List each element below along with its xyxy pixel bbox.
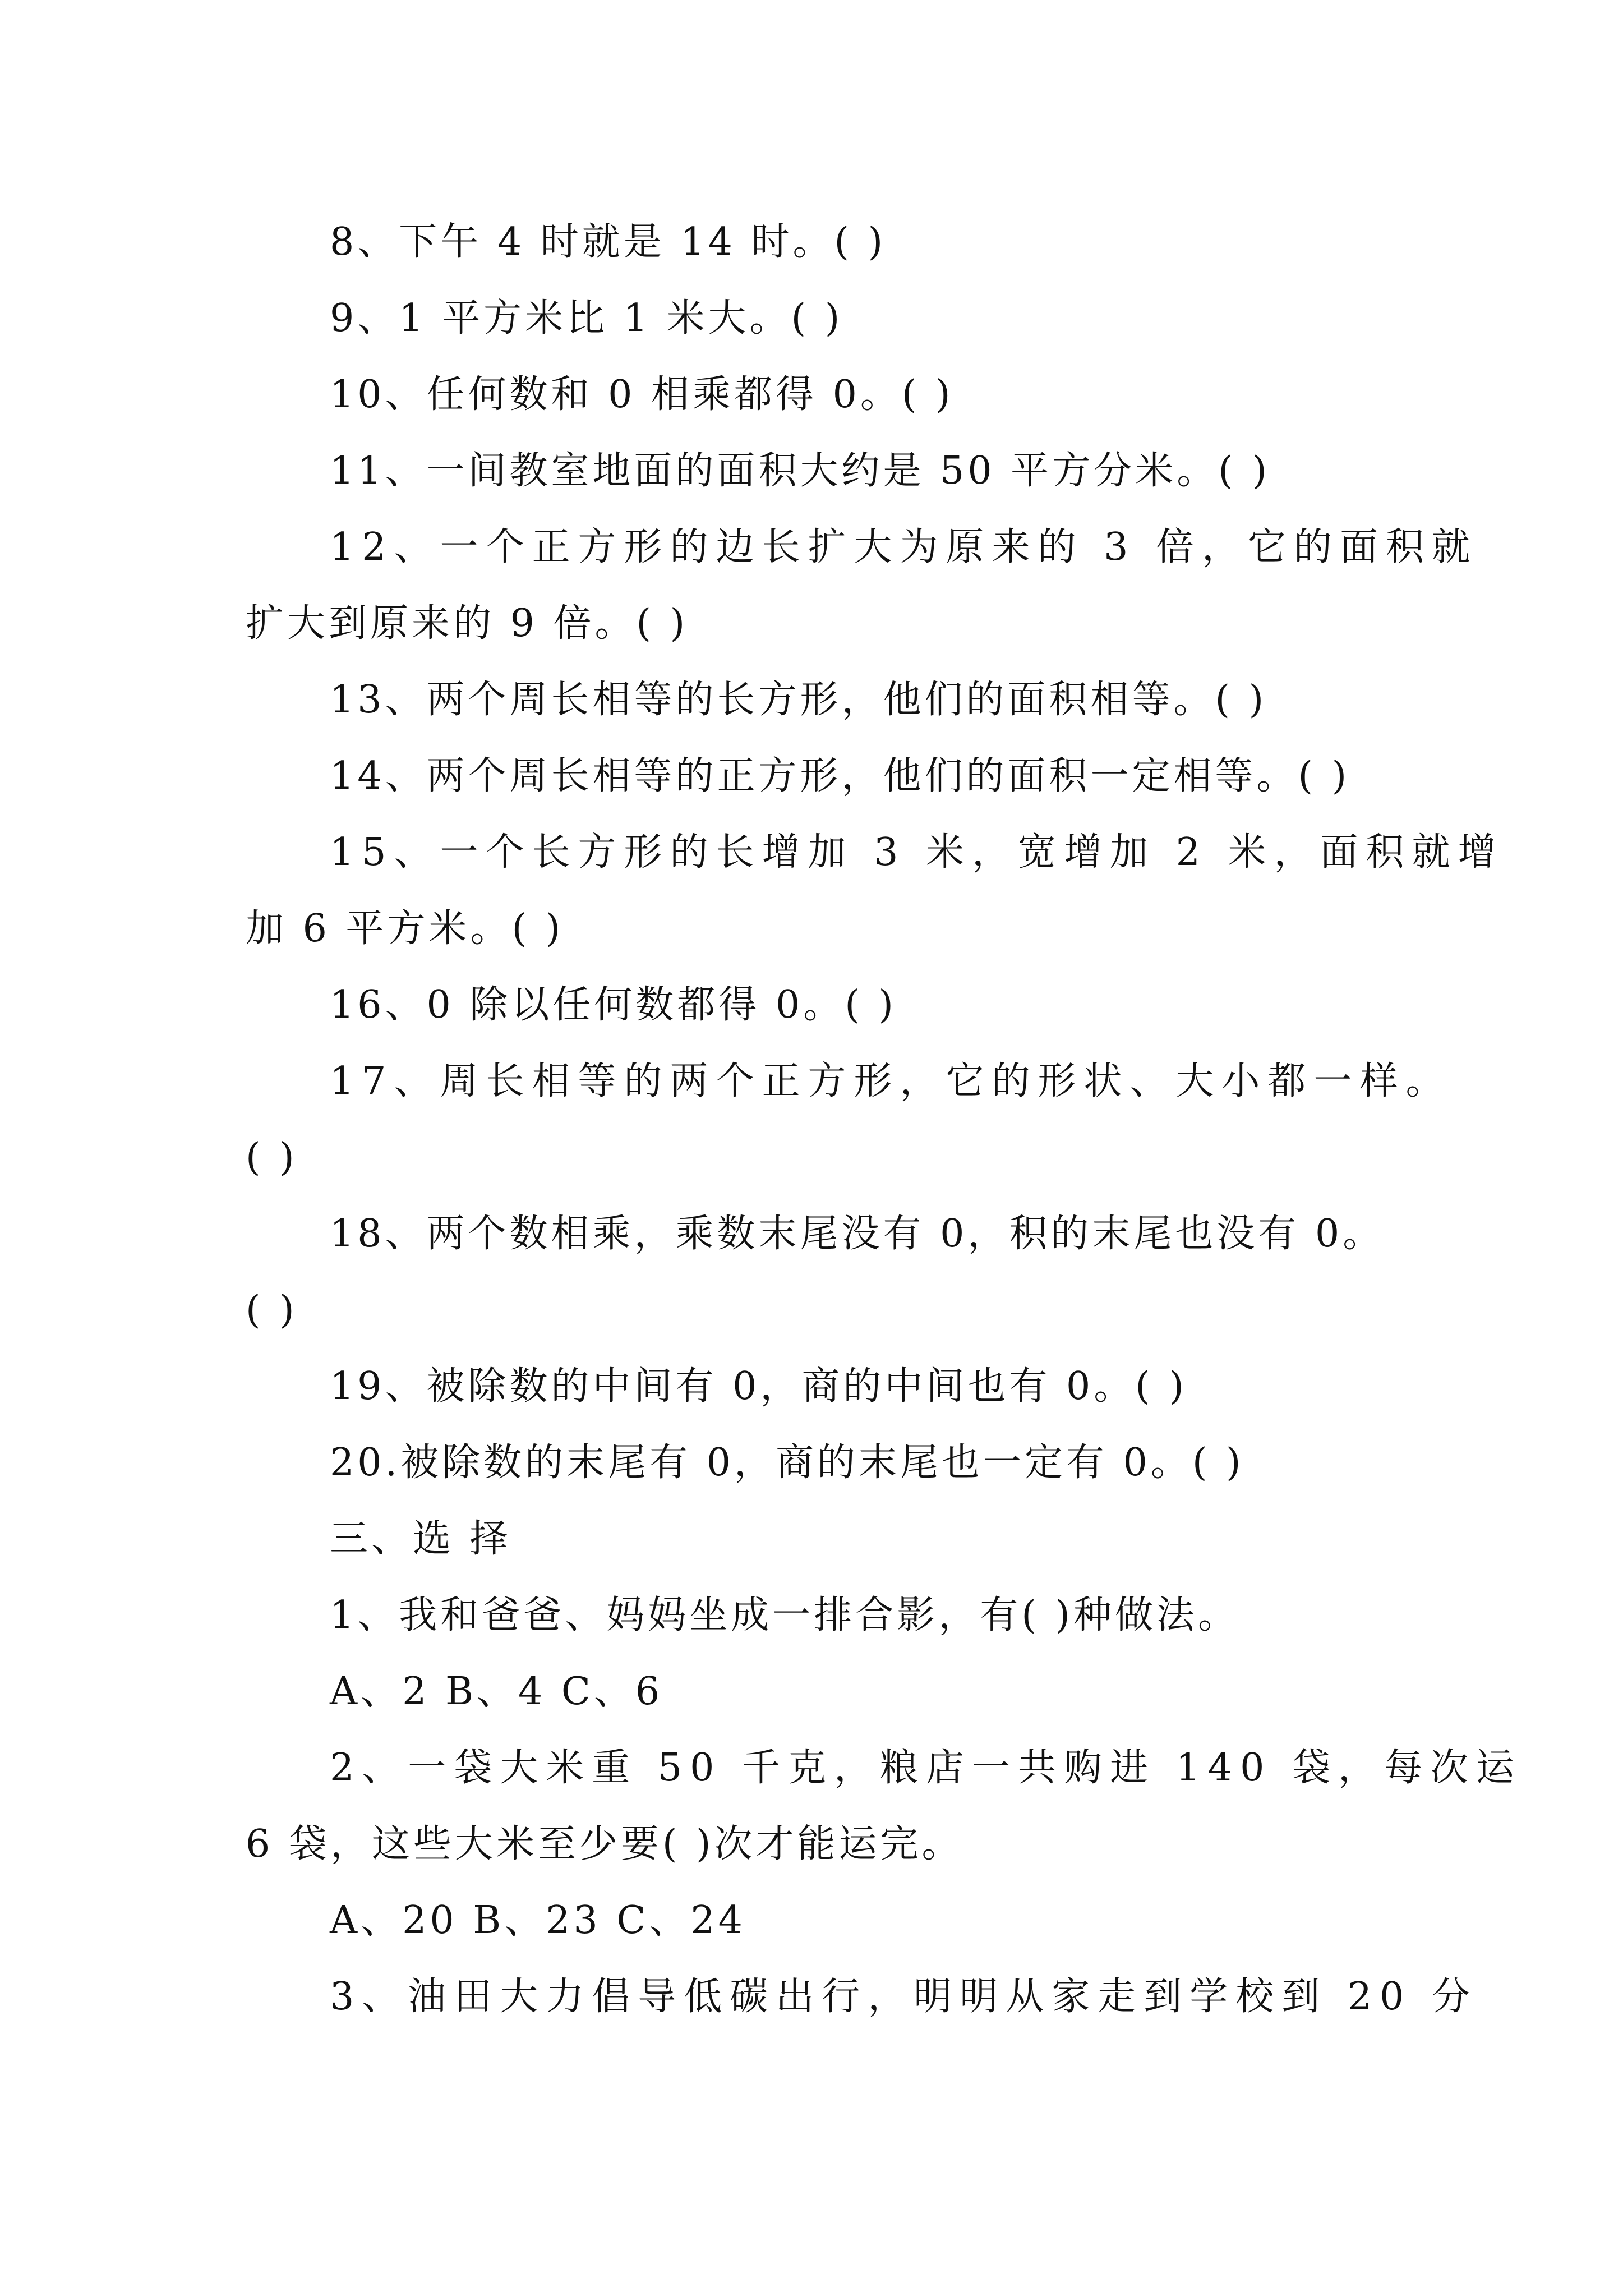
judgment-item-13: 13、两个周长相等的长方形，他们的面积相等。( ) bbox=[330, 678, 1267, 722]
judgment-item-17-cont: ( ) bbox=[246, 1135, 298, 1180]
judgment-item-16: 16、0 除以任何数都得 0。( ) bbox=[330, 983, 897, 1027]
choice-item-2-cont: 6 袋，这些大米至少要( )次才能运完。 bbox=[246, 1822, 963, 1866]
choice-item-2: 2、一袋大米重 50 千克，粮店一共购进 140 袋，每次运 bbox=[330, 1746, 1523, 1790]
judgment-item-14: 14、两个周长相等的正方形，他们的面积一定相等。( ) bbox=[330, 754, 1350, 798]
judgment-item-18-cont: ( ) bbox=[246, 1288, 298, 1332]
section-heading: 三、选 择 bbox=[330, 1517, 511, 1561]
judgment-item-12: 12、一个正方形的边长扩大为原来的 3 倍，它的面积就 bbox=[330, 525, 1478, 569]
choice-item-3: 3、油田大力倡导低碳出行，明明从家走到学校到 20 分 bbox=[330, 1975, 1478, 2019]
judgment-item-8: 8、下午 4 时就是 14 时。( ) bbox=[330, 220, 887, 264]
choice-item-1: 1、我和爸爸、妈妈坐成一排合影，有( )种做法。 bbox=[330, 1593, 1239, 1637]
judgment-item-12-cont: 扩大到原来的 9 倍。( ) bbox=[246, 601, 689, 646]
judgment-item-18: 18、两个数相乘，乘数末尾没有 0，积的末尾也没有 0。 bbox=[330, 1212, 1385, 1256]
judgment-item-15-cont: 加 6 平方米。( ) bbox=[246, 907, 564, 951]
judgment-item-20: 20.被除数的末尾有 0，商的末尾也一定有 0。( ) bbox=[330, 1441, 1244, 1485]
judgment-item-17: 17、周长相等的两个正方形，它的形状、大小都一样。 bbox=[330, 1059, 1452, 1103]
judgment-item-15: 15、一个长方形的长增加 3 米，宽增加 2 米，面积就增 bbox=[330, 830, 1504, 875]
judgment-item-9: 9、1 平方米比 1 米大。( ) bbox=[330, 296, 843, 341]
choice-item-1-options: A、2 B、4 C、6 bbox=[330, 1669, 663, 1714]
judgment-item-11: 11、一间教室地面的面积大约是 50 平方分米。( ) bbox=[330, 449, 1270, 493]
judgment-item-19: 19、被除数的中间有 0，商的中间也有 0。( ) bbox=[330, 1364, 1187, 1409]
judgment-item-10: 10、任何数和 0 相乘都得 0。( ) bbox=[330, 372, 954, 417]
choice-item-2-options: A、20 B、23 C、24 bbox=[330, 1898, 746, 1943]
